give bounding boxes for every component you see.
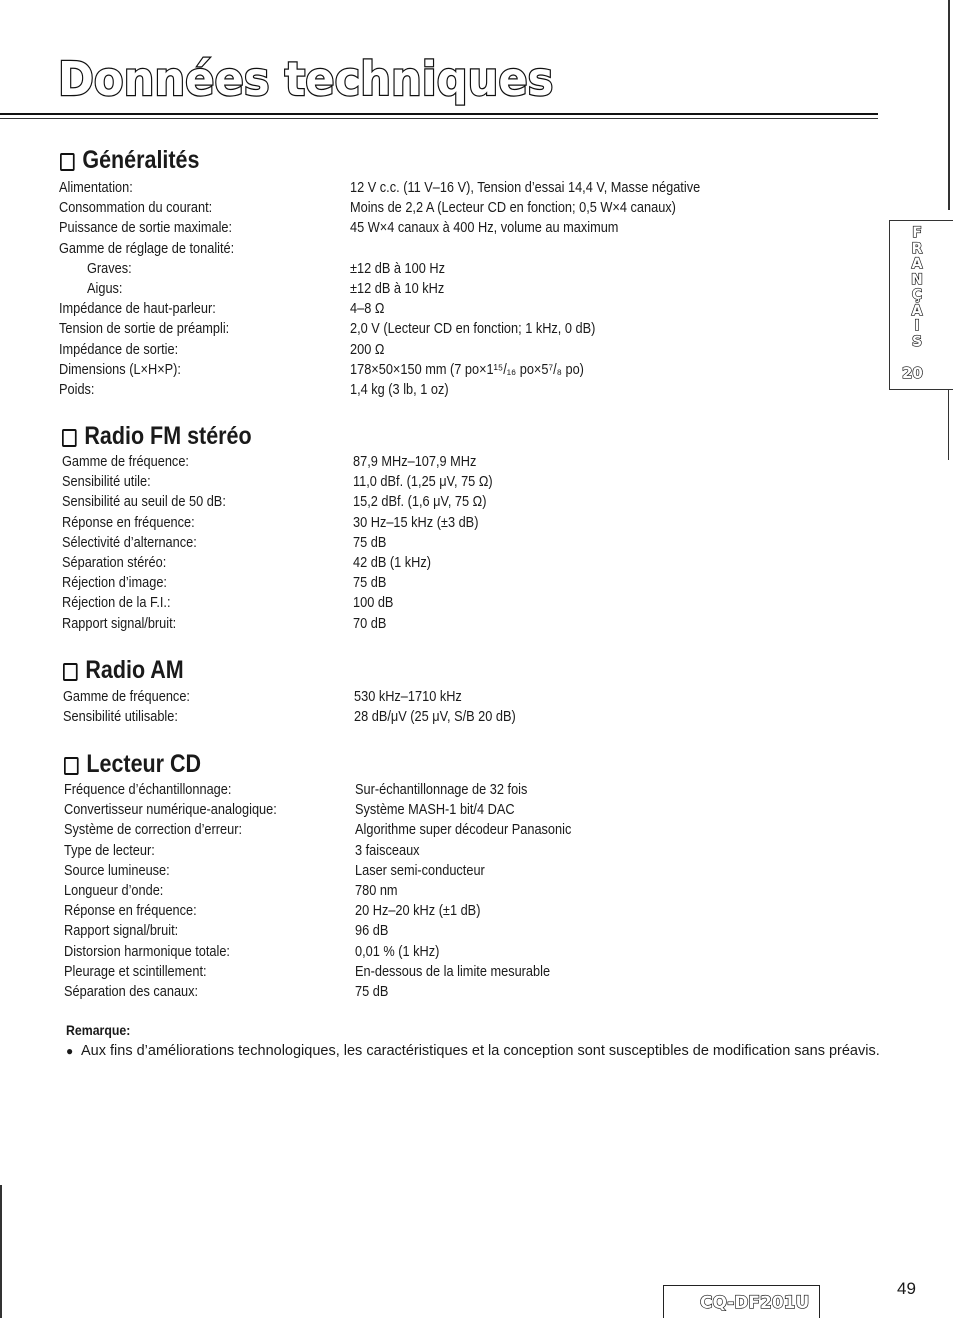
spec-table-lecteur-cd (64, 780, 864, 1002)
spec-value: 20 Hz–20 kHz (±1 dB) (355, 903, 481, 920)
spec-label: Pleurage et scintillement: (64, 963, 207, 980)
spec-value: 30 Hz–15 kHz (±3 dB) (353, 514, 479, 531)
spec-label: Réponse en fréquence: (62, 514, 195, 531)
spec-label: Séparation stéréo: (62, 554, 167, 571)
spec-label: Sensibilité utilisable: (63, 709, 178, 726)
spec-row (64, 841, 864, 861)
section-heading-lecteur-cd (64, 750, 201, 779)
spec-value: 75 dB (353, 575, 387, 592)
spec-label: Système de correction d’erreur: (64, 822, 243, 839)
spec-value: Sur-échantillonnage de 32 fois (355, 782, 528, 798)
spec-row (59, 299, 859, 319)
spec-value: 87,9 MHz–107,9 MHz (353, 454, 477, 470)
spec-value: ±12 dB à 10 kHz (350, 280, 445, 297)
spec-row (62, 593, 862, 613)
spec-label: Réponse en fréquence: (64, 903, 197, 920)
spec-value: 780 nm (355, 882, 398, 899)
spec-row (64, 800, 864, 820)
language-tab-page: 20 (902, 364, 923, 382)
spec-label: Fréquence d’échantillonnage: (64, 782, 232, 798)
remark-note (66, 1040, 884, 1062)
spec-row (64, 861, 864, 881)
spec-label: Rapport signal/bruit: (62, 615, 177, 632)
spec-row (62, 452, 862, 472)
language-letter: R (911, 240, 923, 257)
section-title: Généralités (82, 146, 200, 174)
spec-value: ±12 dB à 100 Hz (350, 260, 445, 277)
language-letter: F (912, 225, 922, 241)
section-heading-radio-fm (62, 422, 252, 451)
spec-value: 15,2 dBf. (1,6 μV, 75 Ω) (353, 494, 487, 511)
spec-row (59, 178, 859, 198)
spec-label: Distorsion harmonique totale: (64, 943, 230, 960)
spec-value: Moins de 2,2 A (Lecteur CD en fonction; 0,5 W×4 canaux) (350, 200, 676, 217)
edge-line (948, 390, 949, 460)
spec-value: 28 dB/μV (25 μV, S/B 20 dB) (354, 709, 516, 726)
spec-value: 45 W×4 canaux à 400 Hz, volume au maximum (350, 220, 619, 237)
spec-value: 96 dB (355, 923, 389, 940)
language-letter: I (914, 318, 920, 334)
spec-value: 70 dB (353, 615, 387, 632)
spec-row (62, 573, 862, 593)
spec-value: Algorithme super décodeur Panasonic (355, 822, 572, 839)
spec-label: Alimentation: (59, 180, 133, 196)
spec-value: 1,4 kg (3 lb, 1 oz) (350, 381, 449, 398)
spec-row (64, 881, 864, 901)
section-heading-generalites (60, 146, 199, 175)
spec-row (64, 901, 864, 921)
language-letter: A (911, 256, 923, 272)
spec-value: En-dessous de la limite mesurable (355, 963, 551, 980)
bullet-icon: ● (66, 1044, 74, 1058)
spec-row (59, 319, 859, 339)
spec-row (59, 218, 859, 238)
spec-row (63, 707, 863, 727)
spec-row (64, 921, 864, 941)
spec-row (62, 472, 862, 492)
spec-label: Gamme de fréquence: (63, 689, 190, 705)
spec-row (59, 380, 859, 400)
spec-value: 75 dB (355, 983, 389, 1000)
remark-text: Aux fins d’améliorations technologiques, les caractéristiques et la conception sont susceptibles de modification sans préavis. (81, 1043, 880, 1059)
spec-value: 75 dB (353, 534, 387, 551)
spec-label: Dimensions (L×H×P): (59, 361, 181, 378)
spec-label: Impédance de sortie: (59, 341, 179, 358)
spec-label: Gamme de réglage de tonalité: (59, 240, 235, 257)
spec-label: Puissance de sortie maximale: (59, 220, 233, 237)
spec-table-generalites (59, 178, 859, 400)
spec-label: Aigus: (87, 280, 123, 297)
spec-label: Convertisseur numérique-analogique: (64, 802, 277, 819)
spec-value: 2,0 V (Lecteur CD en fonction; 1 kHz, 0 dB) (350, 321, 596, 338)
spec-row (62, 533, 862, 553)
language-letter: N (911, 271, 923, 288)
spec-row (62, 513, 862, 533)
edge-line (948, 0, 950, 210)
spec-row (63, 687, 863, 707)
spec-value: 11,0 dBf. (1,25 μV, 75 Ω) (353, 474, 493, 491)
spec-value: 530 kHz–1710 kHz (354, 689, 462, 705)
checkbox-square-icon (60, 153, 75, 171)
spec-label: Consommation du courant: (59, 200, 213, 217)
spec-value: 100 dB (353, 595, 394, 612)
section-title: Lecteur CD (86, 750, 202, 778)
title-rule (0, 113, 878, 115)
spec-row (62, 553, 862, 573)
spec-label: Réjection d’image: (62, 575, 167, 592)
spec-label: Séparation des canaux: (64, 983, 199, 1000)
spec-label: Type de lecteur: (64, 842, 155, 859)
section-heading-radio-am (63, 656, 184, 685)
spec-value: 0,01 % (1 kHz) (355, 943, 440, 960)
spec-row (64, 982, 864, 1002)
spec-row (64, 820, 864, 840)
spec-label: Source lumineuse: (64, 862, 170, 879)
spec-value: 200 Ω (350, 341, 385, 358)
spec-row (59, 198, 859, 218)
spec-label: Sensibilité utile: (62, 474, 151, 491)
spec-table-radio-fm (62, 452, 862, 634)
spec-value: Laser semi-conducteur (355, 862, 485, 879)
spec-label: Gamme de fréquence: (62, 454, 189, 470)
spec-value: 42 dB (1 kHz) (353, 554, 432, 571)
spec-table-radio-am (63, 687, 863, 727)
title-rule-secondary (0, 118, 878, 119)
spec-label: Rapport signal/bruit: (64, 923, 179, 940)
section-title: Radio FM stéréo (84, 422, 252, 450)
spec-value: Système MASH-1 bit/4 DAC (355, 802, 515, 819)
checkbox-square-icon (63, 663, 78, 681)
spec-row (59, 340, 859, 360)
page-title: Données techniques (58, 52, 554, 106)
spec-row (59, 360, 859, 380)
edge-line (0, 1185, 2, 1318)
spec-row (64, 780, 864, 800)
spec-label: Sélectivité d’alternance: (62, 534, 197, 551)
spec-label: Graves: (87, 260, 132, 277)
language-letter: A (911, 302, 923, 319)
spec-value: 178×50×150 mm (7 po×1¹⁵/₁₆ po×5⁷/₈ po) (350, 361, 584, 378)
checkbox-square-icon (64, 757, 79, 775)
spec-row (64, 942, 864, 962)
spec-row (62, 492, 862, 512)
spec-label: Impédance de haut-parleur: (59, 301, 216, 318)
spec-label: Réjection de la F.I.: (62, 595, 171, 612)
spec-label: Poids: (59, 381, 95, 398)
language-letter: Ç (911, 287, 923, 303)
checkbox-square-icon (62, 429, 77, 447)
remark-label: Remarque: (66, 1022, 131, 1038)
spec-value: 12 V c.c. (11 V–16 V), Tension d’essai 14,4 V, Masse négative (350, 180, 701, 196)
spec-label: Tension de sortie de préampli: (59, 321, 230, 338)
spec-value: 3 faisceaux (355, 842, 420, 859)
spec-row (64, 962, 864, 982)
language-letter: S (911, 333, 923, 350)
section-title: Radio AM (85, 656, 184, 684)
spec-label: Sensibilité au seuil de 50 dB: (62, 494, 226, 511)
page-number: 49 (897, 1279, 916, 1298)
spec-value: 4–8 Ω (350, 301, 385, 318)
spec-row (62, 614, 862, 634)
model-name: CQ-DF201U (700, 1293, 810, 1313)
spec-row (59, 259, 859, 279)
spec-row (59, 279, 859, 299)
language-tab-letters (906, 226, 928, 350)
spec-row (59, 239, 859, 259)
spec-label: Longueur d’onde: (64, 882, 164, 899)
